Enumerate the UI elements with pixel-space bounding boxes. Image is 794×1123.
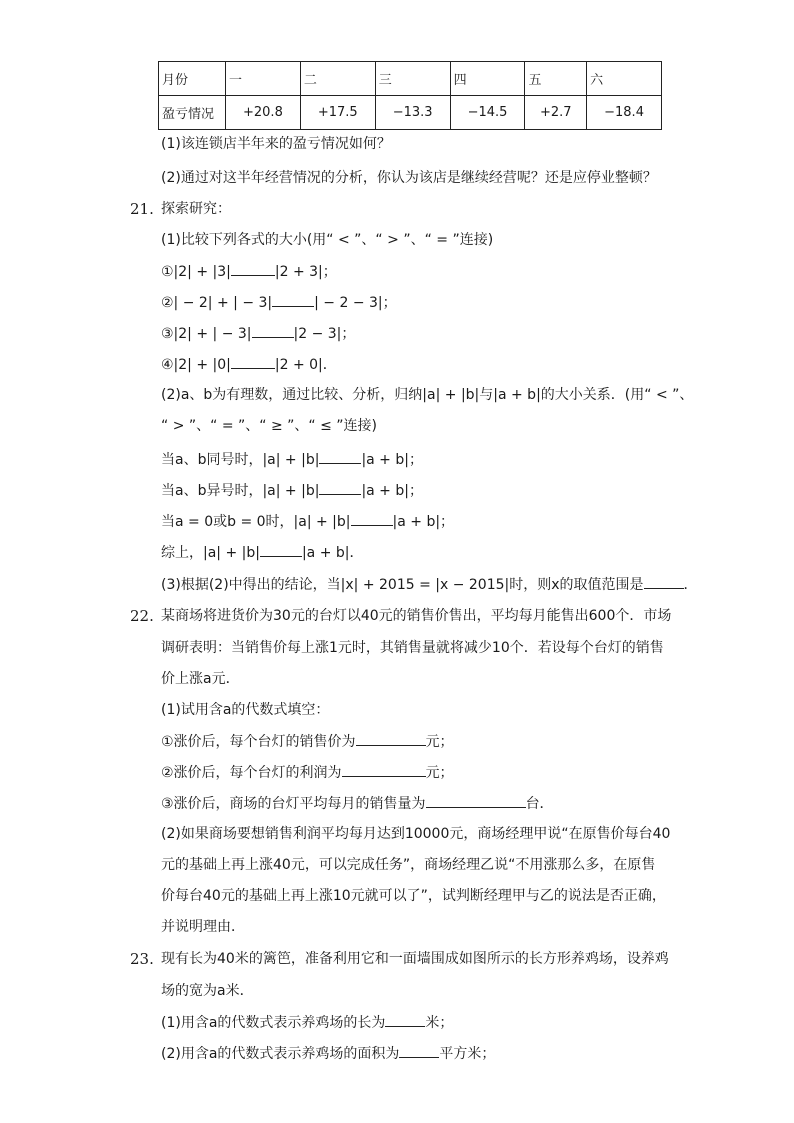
expr-left: ①|2| + |3| <box>161 264 231 280</box>
q21-case-same-sign <box>161 449 423 470</box>
expr-left: ②| − 2| + | − 3| <box>161 295 273 311</box>
q21-compare-3 <box>161 323 355 344</box>
case-text-end: |a + b|； <box>361 452 423 468</box>
q22-fill-2 <box>161 762 454 783</box>
table-header-cell: 五 <box>525 62 587 96</box>
expr-right: |2 + 0|． <box>274 357 337 373</box>
table-row-label: 盈亏情况 <box>159 96 226 130</box>
answer-blank[interactable] <box>231 354 275 369</box>
q22-fill-1 <box>161 731 454 752</box>
answer-blank[interactable] <box>231 261 275 276</box>
case-text-end: |a + b|； <box>361 483 423 499</box>
table-cell: −14.5 <box>450 96 525 130</box>
q22-part2-line4: 并说明理由． <box>161 919 245 935</box>
answer-blank[interactable] <box>399 1043 439 1058</box>
q21-part2-line1: (2)a、b为有理数，通过比较、分析，归纳|a| + |b|与|a + b|的大小关系．(用“ < ”、 <box>161 387 694 403</box>
q23-number: 23. <box>130 950 154 968</box>
q22-part2-line1: (2)如果商场要想销售利润平均每月达到10000元，商场经理甲说“在原售价每台40 <box>161 826 671 842</box>
fill-text: ③涨价后，商场的台灯平均每月的销售量为 <box>161 796 426 812</box>
fill-unit: 台． <box>525 796 554 812</box>
case-text: 综上，|a| + |b| <box>161 545 260 561</box>
answer-blank[interactable] <box>260 542 302 557</box>
q21-compare-1 <box>161 261 337 282</box>
answer-blank[interactable] <box>426 793 526 808</box>
q22-number: 22. <box>130 607 154 625</box>
expr-right: |2 + 3|； <box>274 264 337 280</box>
q23-part1 <box>161 1012 453 1033</box>
q22-line2: 调研表明：当销售价每上涨1元时，其销售量就将减少10个．若设每个台灯的销售 <box>161 640 664 656</box>
table-cell: +2.7 <box>525 96 587 130</box>
answer-blank[interactable] <box>319 449 361 464</box>
part-text: (2)用含a的代数式表示养鸡场的面积为 <box>161 1046 400 1062</box>
table-header-cell: 四 <box>450 62 525 96</box>
expr-right: | − 2 − 3|； <box>314 295 397 311</box>
case-text-end: |a + b|． <box>301 545 364 561</box>
table-header-row <box>159 62 662 96</box>
expr-left: ④|2| + |0| <box>161 357 231 373</box>
q20-part2: (2)通过对这半年经营情况的分析，你认为该店是继续经营呢？还是应停业整顿？ <box>161 170 657 186</box>
answer-blank[interactable] <box>356 731 426 746</box>
part-unit: 平方米； <box>439 1046 496 1062</box>
answer-blank[interactable] <box>252 323 294 338</box>
table-header-cell: 二 <box>300 62 375 96</box>
answer-blank[interactable] <box>272 292 314 307</box>
profit-table <box>158 61 662 130</box>
table-header-cell: 六 <box>587 62 662 96</box>
q21-case-zero <box>161 511 454 532</box>
answer-blank[interactable] <box>385 1012 425 1027</box>
q22-line1: 某商场将进货价为30元的台灯以40元的销售价售出，平均每月能售出600个．市场 <box>161 608 672 624</box>
table-row <box>159 96 662 130</box>
fill-unit: 元； <box>425 765 454 781</box>
part-unit: 米； <box>425 1015 454 1031</box>
q21-part3 <box>161 574 698 595</box>
expr-right: |2 − 3|； <box>293 326 356 342</box>
answer-blank[interactable] <box>342 762 426 777</box>
q21-case-diff-sign <box>161 480 423 501</box>
q22-fill-3 <box>161 793 554 814</box>
q21-number: 21. <box>130 200 154 218</box>
q22-part2-line2: 元的基础上再上涨40元，可以完成任务”，商场经理乙说“不用涨那么多，在原售 <box>161 857 656 873</box>
q21-title: 探索研究： <box>161 201 231 217</box>
case-text-end: |a + b|； <box>392 514 455 530</box>
q21-compare-4 <box>161 354 337 375</box>
fill-text: ①涨价后，每个台灯的销售价为 <box>161 734 356 750</box>
table-cell: −18.4 <box>587 96 662 130</box>
q20-part1: (1)该连锁店半年来的盈亏情况如何？ <box>161 136 391 152</box>
expr-left: ③|2| + | − 3| <box>161 326 252 342</box>
q21-case-summary <box>161 542 364 563</box>
table-cell: +17.5 <box>300 96 375 130</box>
q22-line3: 价上涨a元． <box>161 671 240 687</box>
q23-line1: 现有长为40米的篱笆，准备利用它和一面墙围成如图所示的长方形养鸡场，设养鸡 <box>161 951 669 967</box>
part3-end: ． <box>683 577 698 593</box>
table-cell: −13.3 <box>375 96 450 130</box>
q21-part1: (1)比较下列各式的大小(用“ < ”、“ > ”、“ = ”连接) <box>161 232 494 248</box>
q21-part2-line2: “ > ”、“ = ”、“ ≥ ”、“ ≤ ”连接) <box>161 418 378 434</box>
table-header-cell: 一 <box>226 62 301 96</box>
answer-blank[interactable] <box>644 574 684 589</box>
q22-part2-line3: 价每台40元的基础上再上涨10元就可以了”，试判断经理甲与乙的说法是否正确， <box>161 888 666 904</box>
answer-blank[interactable] <box>351 511 393 526</box>
q23-line2: 场的宽为a米． <box>161 983 254 999</box>
table-header-cell: 三 <box>375 62 450 96</box>
fill-unit: 元； <box>425 734 454 750</box>
q23-part2 <box>161 1043 495 1064</box>
table-cell: +20.8 <box>226 96 301 130</box>
q22-part1: (1)试用含a的代数式填空： <box>161 702 330 718</box>
case-text: 当a、b异号时，|a| + |b| <box>161 483 320 499</box>
answer-blank[interactable] <box>319 480 361 495</box>
table-header-cell: 月份 <box>159 62 226 96</box>
case-text: 当a、b同号时，|a| + |b| <box>161 452 320 468</box>
case-text: 当a = 0或b = 0时，|a| + |b| <box>161 514 351 530</box>
q21-compare-2 <box>161 292 397 313</box>
part3-text: (3)根据(2)中得出的结论，当|x| + 2015 = |x − 2015|时，则x的取值范围是 <box>161 577 644 593</box>
fill-text: ②涨价后，每个台灯的利润为 <box>161 765 342 781</box>
part-text: (1)用含a的代数式表示养鸡场的长为 <box>161 1015 386 1031</box>
